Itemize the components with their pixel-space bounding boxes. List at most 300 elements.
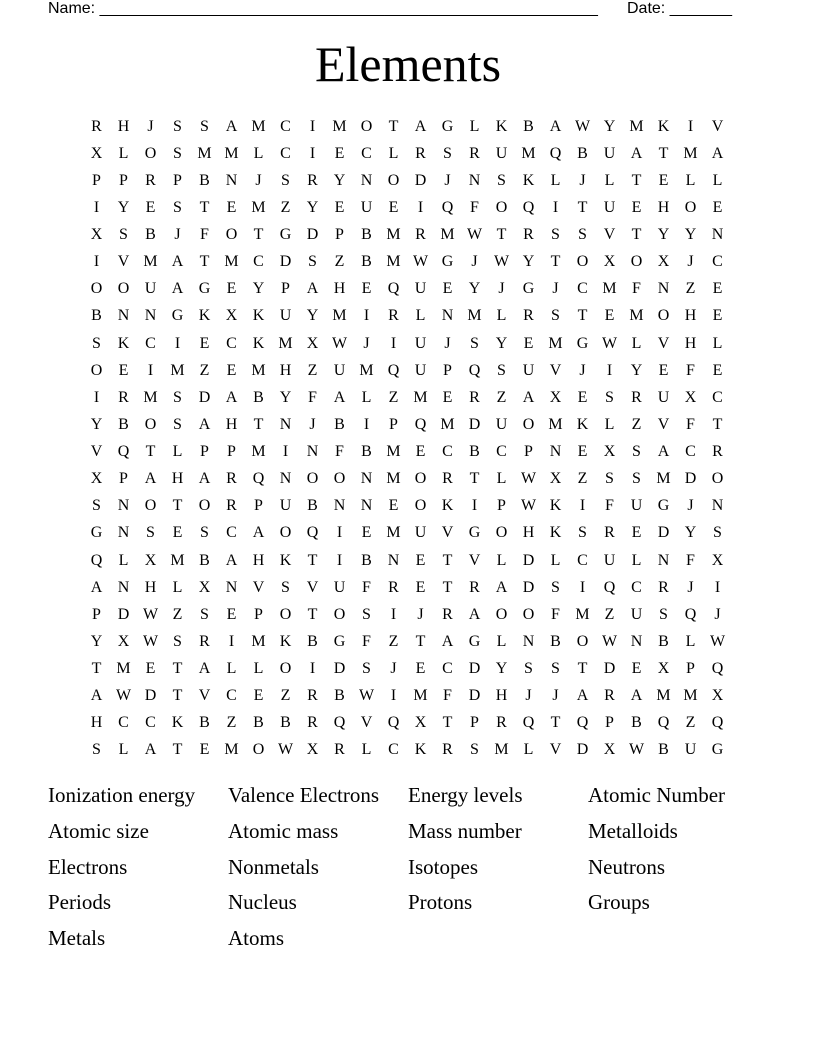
grid-row [83,411,731,438]
grid-cell: D [657,524,670,542]
grid-cell: W [277,741,294,759]
grid-cell: Y [90,632,103,650]
grid-cell: A [198,660,211,678]
grid-cell: S [659,605,668,623]
grid-cell: U [360,198,373,216]
grid-cell: I [309,117,316,135]
grid-cell: S [173,117,182,135]
grid-cell: C [496,443,507,461]
grid-cell: A [225,551,238,569]
grid-cell: C [226,524,237,542]
grid-cell: S [524,660,533,678]
grid-cell: O [252,741,265,759]
grid-cell: Z [307,361,318,379]
grid-cell: Z [496,388,507,406]
grid-cell: T [172,741,183,759]
grid-cell: E [523,334,534,352]
grid-cell: O [576,253,589,271]
grid-cell: E [442,280,453,298]
grid-cell: O [279,605,292,623]
grid-cell: R [604,687,615,705]
word-list [48,780,768,959]
grid-cell: M [224,741,239,759]
grid-cell: I [336,551,343,569]
grid-cell: X [198,578,211,596]
grid-cell: X [711,687,724,705]
grid-cell: T [145,443,156,461]
grid-cell: M [224,253,239,271]
grid-cell: L [550,551,561,569]
grid-cell: X [549,470,562,488]
grid-cell: P [227,443,236,461]
grid-cell: Y [630,361,643,379]
grid-cell: V [657,415,670,433]
grid-cell: K [549,497,562,515]
grid-cell: E [631,198,642,216]
grid-cell: R [388,578,399,596]
grid-cell: B [334,415,345,433]
grid-cell: Q [468,361,481,379]
grid-cell: O [495,605,508,623]
grid-cell: X [657,253,670,271]
grid-cell: N [360,171,373,189]
grid-cell: X [117,632,130,650]
grid-cell: X [90,226,103,244]
grid-cell: B [199,551,210,569]
grid-cell: M [251,632,266,650]
grid-cell: Y [495,334,508,352]
grid-cell: T [631,171,642,189]
grid-cell: Q [522,198,535,216]
grid-cell: B [658,632,669,650]
grid-cell: N [711,226,724,244]
grid-cell: D [414,171,427,189]
grid-cell: T [253,415,264,433]
grid-cell: Y [117,198,130,216]
grid-cell: Y [333,171,346,189]
grid-cell: D [468,660,481,678]
grid-cell: P [605,714,614,732]
grid-cell: M [683,144,698,162]
grid-cell: N [657,551,670,569]
grid-cell: T [550,253,561,271]
grid-cell: B [361,253,372,271]
grid-cell: S [173,632,182,650]
grid-cell: E [577,388,588,406]
grid-cell: G [576,334,589,352]
grid-cell: S [173,198,182,216]
grid-cell: Z [388,388,399,406]
grid-cell: Q [414,415,427,433]
grid-cell: J [579,171,586,189]
grid-cell: O [333,605,346,623]
grid-cell: X [711,551,724,569]
grid-cell: I [147,361,154,379]
grid-cell: T [91,660,102,678]
grid-cell: E [658,361,669,379]
grid-cell: A [90,687,103,705]
word-list-item: Atomic mass [228,818,339,843]
grid-cell: U [603,551,616,569]
grid-cell: M [521,144,536,162]
grid-cell: R [469,578,480,596]
grid-cell: V [252,578,265,596]
grid-cell: S [119,226,128,244]
grid-cell: Y [603,117,616,135]
grid-cell: P [443,361,452,379]
grid-cell: M [116,660,131,678]
grid-cell: O [657,307,670,325]
grid-cell: Y [468,280,481,298]
grid-cell: J [444,334,451,352]
grid-cell: K [414,741,427,759]
grid-cell: A [171,280,184,298]
grid-cell: H [522,524,535,542]
grid-cell: J [714,605,721,623]
grid-cell: R [199,632,210,650]
name-field-label: Name: ________________________________________________________ [48,0,598,17]
grid-cell: X [306,741,319,759]
grid-cell: O [684,198,697,216]
grid-cell: G [441,253,454,271]
grid-cell: K [576,415,589,433]
grid-cell: Y [657,226,670,244]
grid-cell: A [657,443,670,461]
grid-cell: O [198,497,211,515]
grid-cell: M [548,334,563,352]
grid-cell: R [631,388,642,406]
grid-cell: O [630,253,643,271]
letter-grid [83,113,731,764]
grid-cell: O [711,470,724,488]
grid-cell: A [711,144,724,162]
grid-cell: R [712,443,723,461]
grid-cell: T [577,660,588,678]
grid-cell: T [442,714,453,732]
grid-cell: K [495,117,508,135]
grid-cell: O [414,497,427,515]
grid-cell: G [711,741,724,759]
grid-cell: Y [306,198,319,216]
grid-cell: P [254,605,263,623]
grid-cell: G [333,632,346,650]
grid-cell: K [522,171,535,189]
grid-cell: L [631,551,642,569]
grid-cell: S [578,226,587,244]
grid-cell: C [577,280,588,298]
grid-cell: O [522,605,535,623]
grid-cell: E [712,307,723,325]
grid-cell: L [361,388,372,406]
grid-cell: M [413,388,428,406]
grid-cell: V [549,361,562,379]
grid-cell: U [414,361,427,379]
grid-row [83,466,731,493]
grid-cell: X [225,307,238,325]
grid-cell: M [278,334,293,352]
grid-cell: S [200,605,209,623]
grid-cell: A [549,117,562,135]
grid-cell: Z [631,415,642,433]
grid-cell: A [414,117,427,135]
grid-cell: M [386,443,401,461]
grid-cell: S [173,144,182,162]
grid-cell: P [470,714,479,732]
grid-cell: S [605,470,614,488]
word-list-item: Valence Electrons [228,783,380,807]
grid-cell: V [90,443,103,461]
grid-cell: M [386,524,401,542]
grid-cell: P [92,605,101,623]
grid-cell: I [93,253,100,271]
grid-cell: E [712,361,723,379]
grid-cell: I [228,632,235,650]
grid-cell: V [306,578,319,596]
worksheet-header [48,0,740,20]
grid-cell: O [144,415,157,433]
grid-cell: J [417,605,424,623]
grid-cell: R [118,388,129,406]
grid-cell: V [603,226,616,244]
grid-cell: G [171,307,184,325]
grid-cell: B [253,388,264,406]
grid-cell: K [171,714,184,732]
grid-cell: W [520,497,537,515]
grid-cell: N [279,470,292,488]
grid-cell: G [90,524,103,542]
grid-cell: N [549,443,562,461]
grid-cell: I [471,497,478,515]
grid-cell: X [90,470,103,488]
grid-cell: K [657,117,670,135]
grid-cell: I [309,144,316,162]
grid-cell: L [496,470,507,488]
grid-cell: S [92,741,101,759]
word-list-item: Isotopes [408,854,478,879]
grid-cell: E [415,578,426,596]
grid-cell: F [605,497,614,515]
grid-cell: A [90,578,103,596]
grid-cell: Y [252,280,265,298]
grid-cell: P [524,443,533,461]
grid-cell: N [117,524,130,542]
grid-cell: M [440,226,455,244]
grid-cell: E [172,524,183,542]
grid-cell: S [470,334,479,352]
grid-cell: T [631,226,642,244]
grid-cell: L [496,307,507,325]
grid-cell: H [657,198,670,216]
grid-cell: S [362,605,371,623]
word-list-item: Atoms [228,926,285,950]
grid-cell: R [469,144,480,162]
grid-cell: E [631,660,642,678]
grid-cell: Z [334,253,345,271]
grid-cell: A [252,524,265,542]
grid-row [83,276,731,303]
grid-cell: T [442,578,453,596]
grid-cell: Q [711,714,724,732]
grid-cell: B [523,117,534,135]
grid-cell: J [687,578,694,596]
grid-cell: R [442,470,453,488]
grid-cell: L [469,117,480,135]
grid-cell: U [630,605,643,623]
grid-cell: A [144,470,157,488]
grid-cell: R [307,714,318,732]
grid-cell: N [441,307,454,325]
grid-cell: B [280,714,291,732]
grid-row [83,656,731,683]
grid-cell: T [199,198,210,216]
grid-cell: P [92,171,101,189]
grid-cell: Z [280,687,291,705]
grid-cell: V [117,253,130,271]
grid-cell: E [712,198,723,216]
grid-cell: Q [684,605,697,623]
grid-cell: S [713,524,722,542]
grid-row [83,737,731,764]
grid-cell: E [334,198,345,216]
grid-cell: L [415,307,426,325]
grid-cell: I [390,334,397,352]
grid-cell: H [495,687,508,705]
grid-cell: R [91,117,102,135]
grid-cell: V [468,551,481,569]
grid-row [83,683,731,710]
grid-cell: R [523,307,534,325]
grid-cell: S [443,144,452,162]
grid-cell: U [522,361,535,379]
grid-cell: S [632,470,641,488]
grid-cell: C [712,388,723,406]
grid-cell: Q [252,470,265,488]
grid-cell: O [495,524,508,542]
grid-cell: J [390,660,397,678]
grid-cell: A [522,388,535,406]
grid-cell: B [199,171,210,189]
grid-cell: J [498,280,505,298]
grid-cell: Q [711,660,724,678]
grid-row [83,222,731,249]
grid-cell: N [630,632,643,650]
grid-cell: F [686,551,695,569]
grid-cell: E [253,687,264,705]
grid-row [83,140,731,167]
grid-row [83,574,731,601]
grid-cell: J [174,226,181,244]
grid-cell: P [119,470,128,488]
grid-cell: O [333,470,346,488]
grid-row [83,439,731,466]
word-list-item: Mass number [408,818,522,843]
grid-cell: C [226,687,237,705]
grid-cell: L [118,551,129,569]
grid-cell: M [548,415,563,433]
grid-cell: L [118,144,129,162]
grid-cell: J [687,497,694,515]
grid-cell: M [251,117,266,135]
grid-cell: T [199,253,210,271]
grid-cell: E [226,605,237,623]
grid-cell: N [711,497,724,515]
grid-cell: M [359,361,374,379]
grid-cell: Q [441,198,454,216]
grid-cell: K [279,632,292,650]
grid-cell: R [442,741,453,759]
grid-cell: I [390,687,397,705]
grid-cell: R [307,687,318,705]
grid-cell: H [333,280,346,298]
grid-cell: K [279,551,292,569]
grid-cell: X [90,144,103,162]
grid-cell: I [552,198,559,216]
grid-cell: M [224,144,239,162]
grid-cell: E [226,280,237,298]
grid-cell: O [387,171,400,189]
grid-cell: C [712,253,723,271]
grid-cell: U [279,497,292,515]
grid-row [83,547,731,574]
grid-cell: H [684,307,697,325]
grid-cell: M [629,117,644,135]
grid-row [83,357,731,384]
grid-cell: D [144,687,157,705]
word-list-item: Ionization energy [48,783,196,807]
grid-cell: F [335,443,344,461]
grid-cell: X [603,253,616,271]
grid-cell: T [577,198,588,216]
grid-cell: K [441,497,454,515]
grid-cell: N [657,280,670,298]
grid-cell: B [469,443,480,461]
grid-cell: A [576,687,589,705]
grid-cell: T [577,307,588,325]
grid-cell: A [225,117,238,135]
grid-cell: M [332,117,347,135]
word-list-item: Nucleus [228,890,297,915]
grid-cell: C [145,714,156,732]
grid-cell: E [388,198,399,216]
grid-cell: L [253,144,264,162]
grid-cell: A [198,415,211,433]
grid-cell: K [549,524,562,542]
grid-cell: D [468,687,481,705]
grid-cell: S [497,361,506,379]
grid-cell: O [279,524,292,542]
grid-cell: B [361,551,372,569]
grid-cell: U [657,388,670,406]
grid-cell: T [712,415,723,433]
grid-cell: R [415,226,426,244]
grid-cell: E [226,198,237,216]
grid-cell: X [657,660,670,678]
grid-cell: L [172,443,183,461]
grid-cell: P [389,415,398,433]
grid-cell: B [334,687,345,705]
grid-cell: R [658,578,669,596]
grid-cell: R [442,605,453,623]
grid-cell: I [390,605,397,623]
grid-cell: L [712,334,723,352]
grid-cell: N [306,443,319,461]
grid-cell: C [118,714,129,732]
grid-cell: E [415,551,426,569]
grid-cell: Q [306,524,319,542]
grid-row [83,113,731,140]
grid-cell: N [360,470,373,488]
grid-cell: I [93,198,100,216]
